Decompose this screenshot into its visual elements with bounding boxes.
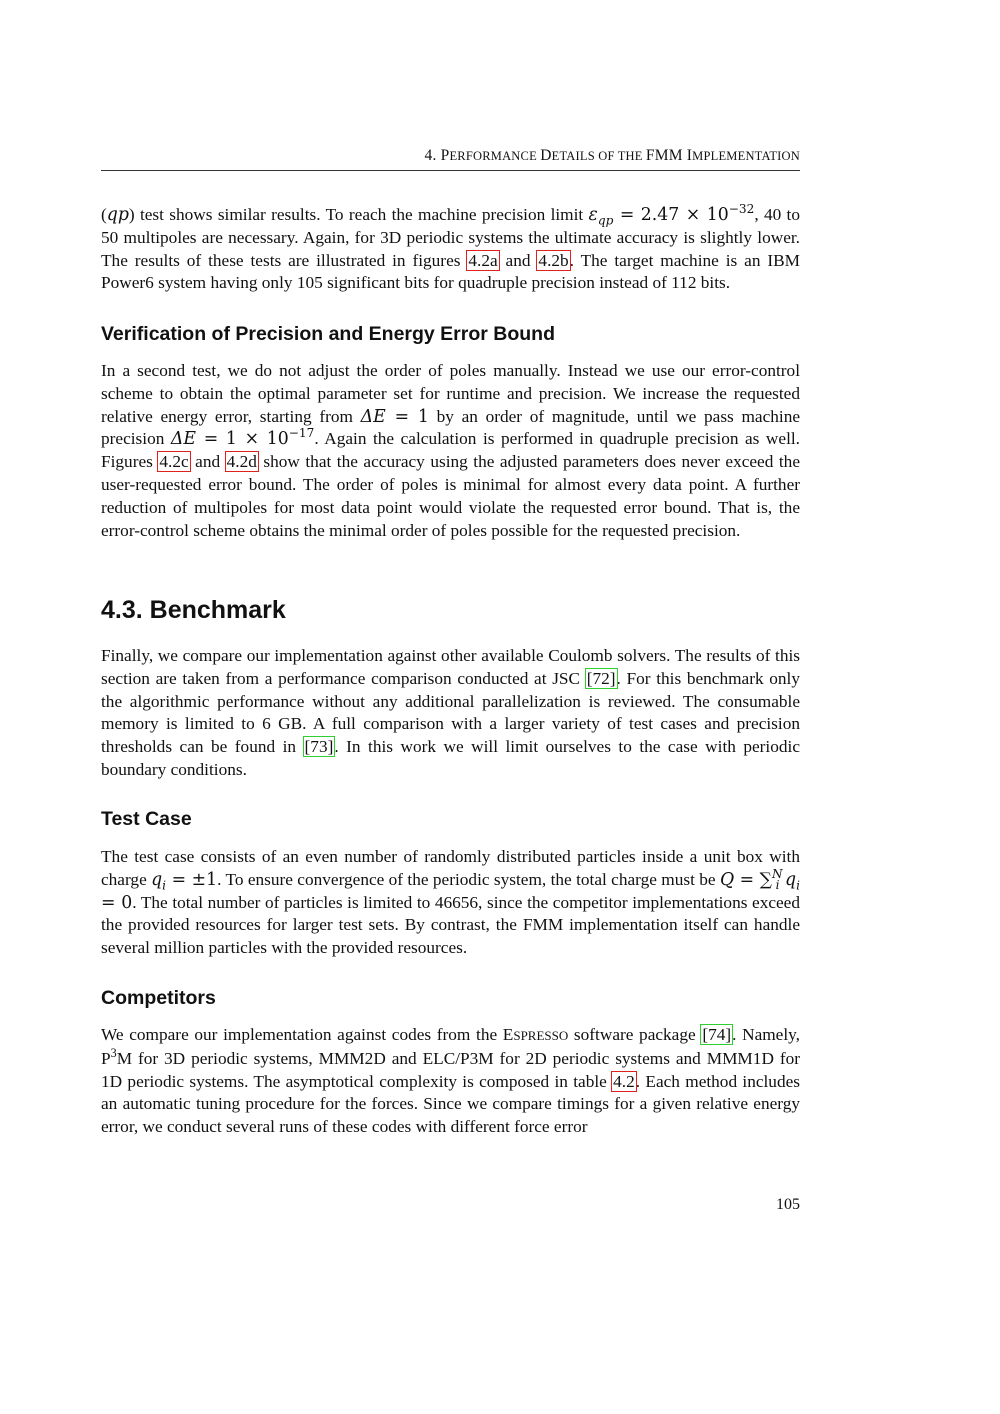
citation-73[interactable]: [73] — [304, 737, 334, 757]
figure-ref-4-2d[interactable]: 4.2d — [226, 452, 257, 472]
figure-ref-4-2c[interactable]: 4.2c — [159, 452, 189, 472]
citation-72[interactable]: [72] — [586, 668, 616, 688]
paragraph-intro: (qp) test shows similar results. To reach the machine precision limit $\varepsilon_{qp} = 2.47 \times 10^{-32}$, 40 to 50 multipoles are necessary. Again, for 3D periodic systems the ultimate accuracy is slightly lower. The results of these tests are illustrated in figures 4.2a and 4.2b. The target machine is an IBM Power6 system having only 105 significant bits for quadruple precision instead of 112 bits. — [101, 202, 801, 293]
citation-74[interactable]: [74] — [702, 1025, 732, 1044]
paragraph-test-case: The test case consists of an even number of randomly distributed particles inside a unit box with charge $q_i = \pm 1$. To ensure convergence of the periodic system, the total charge must be Q = ∑$^N_i$ $q_i = 0$. The total number of particles is limited to 46656, since the competitor implementations exceed the provided resources for larger test sets. By contrast, the FMM implementation itself can handle several million particles with the provided resources. — [101, 847, 800, 958]
running-header — [101, 147, 800, 165]
paragraph-benchmark: Finally, we compare our implementation against other available Coulomb solvers. The results of this section are taken from a performance comparison conducted at JSC [72]. For this benchmark only the algorithmic performance without any additional parallelization is reviewed. The consumable memory is limited to 6 GB. A full comparison with a larger variety of test cases and precision thresholds can be found in [73]. In this work we will limit ourselves to the case with periodic boundary conditions. — [101, 646, 801, 779]
section-heading-verification: Verification of Precision and Energy Error Bound — [101, 323, 556, 345]
figure-ref-4-2b[interactable]: 4.2b — [538, 250, 569, 270]
section-heading-competitors: Competitors — [101, 987, 216, 1009]
paragraph-verification: In a second test, we do not adjust the order of poles manually. Instead we use our error-control scheme to obtain the optimal parameter set for runtime and precision. We increase the requested relative energy error, starting from ΔE = 1 by an order of magnitude, until we pass machine precision $\Delta E = 1 \times 10^{-17}$. Again the calculation is performed in quadruple precision as well. Figures 4.2c and 4.2d show that the accuracy using the adjusted parameters does never exceed the user-requested error bound. The order of poles is minimal for almost every data point. A further reduction of multipoles for most data point would violate the requested error bound. That is, the error-control scheme obtains the minimal order of poles possible for the requested precision. — [101, 361, 801, 540]
table-ref-4-2[interactable]: 4.2 — [613, 1071, 635, 1091]
section-heading-test-case: Test Case — [101, 808, 192, 830]
figure-ref-4-2a[interactable]: 4.2a — [468, 250, 498, 270]
chapter-number: 4. — [424, 147, 437, 164]
section-heading-benchmark: 4.3. Benchmark — [101, 596, 286, 624]
paragraph-competitors: We compare our implementation against codes from the ESPRESSO software package [74]. Namely, $P^3M$ for 3D periodic systems, MMM2D and ELC/P3M for 2D periodic systems and MMM1D for 1D periodic systems. The asymptotical complexity is composed in table 4.2. Each method includes an automatic tuning procedure for the forces. Since we compare timings for a given relative energy error, we conduct several runs of these codes with different force error — [101, 1025, 800, 1137]
header-rule — [101, 170, 800, 171]
chapter-title: PERFORMANCE DETAILS OF THE FMM IMPLEMENTATION — [440, 147, 800, 164]
page-number: 105 — [776, 1196, 800, 1213]
